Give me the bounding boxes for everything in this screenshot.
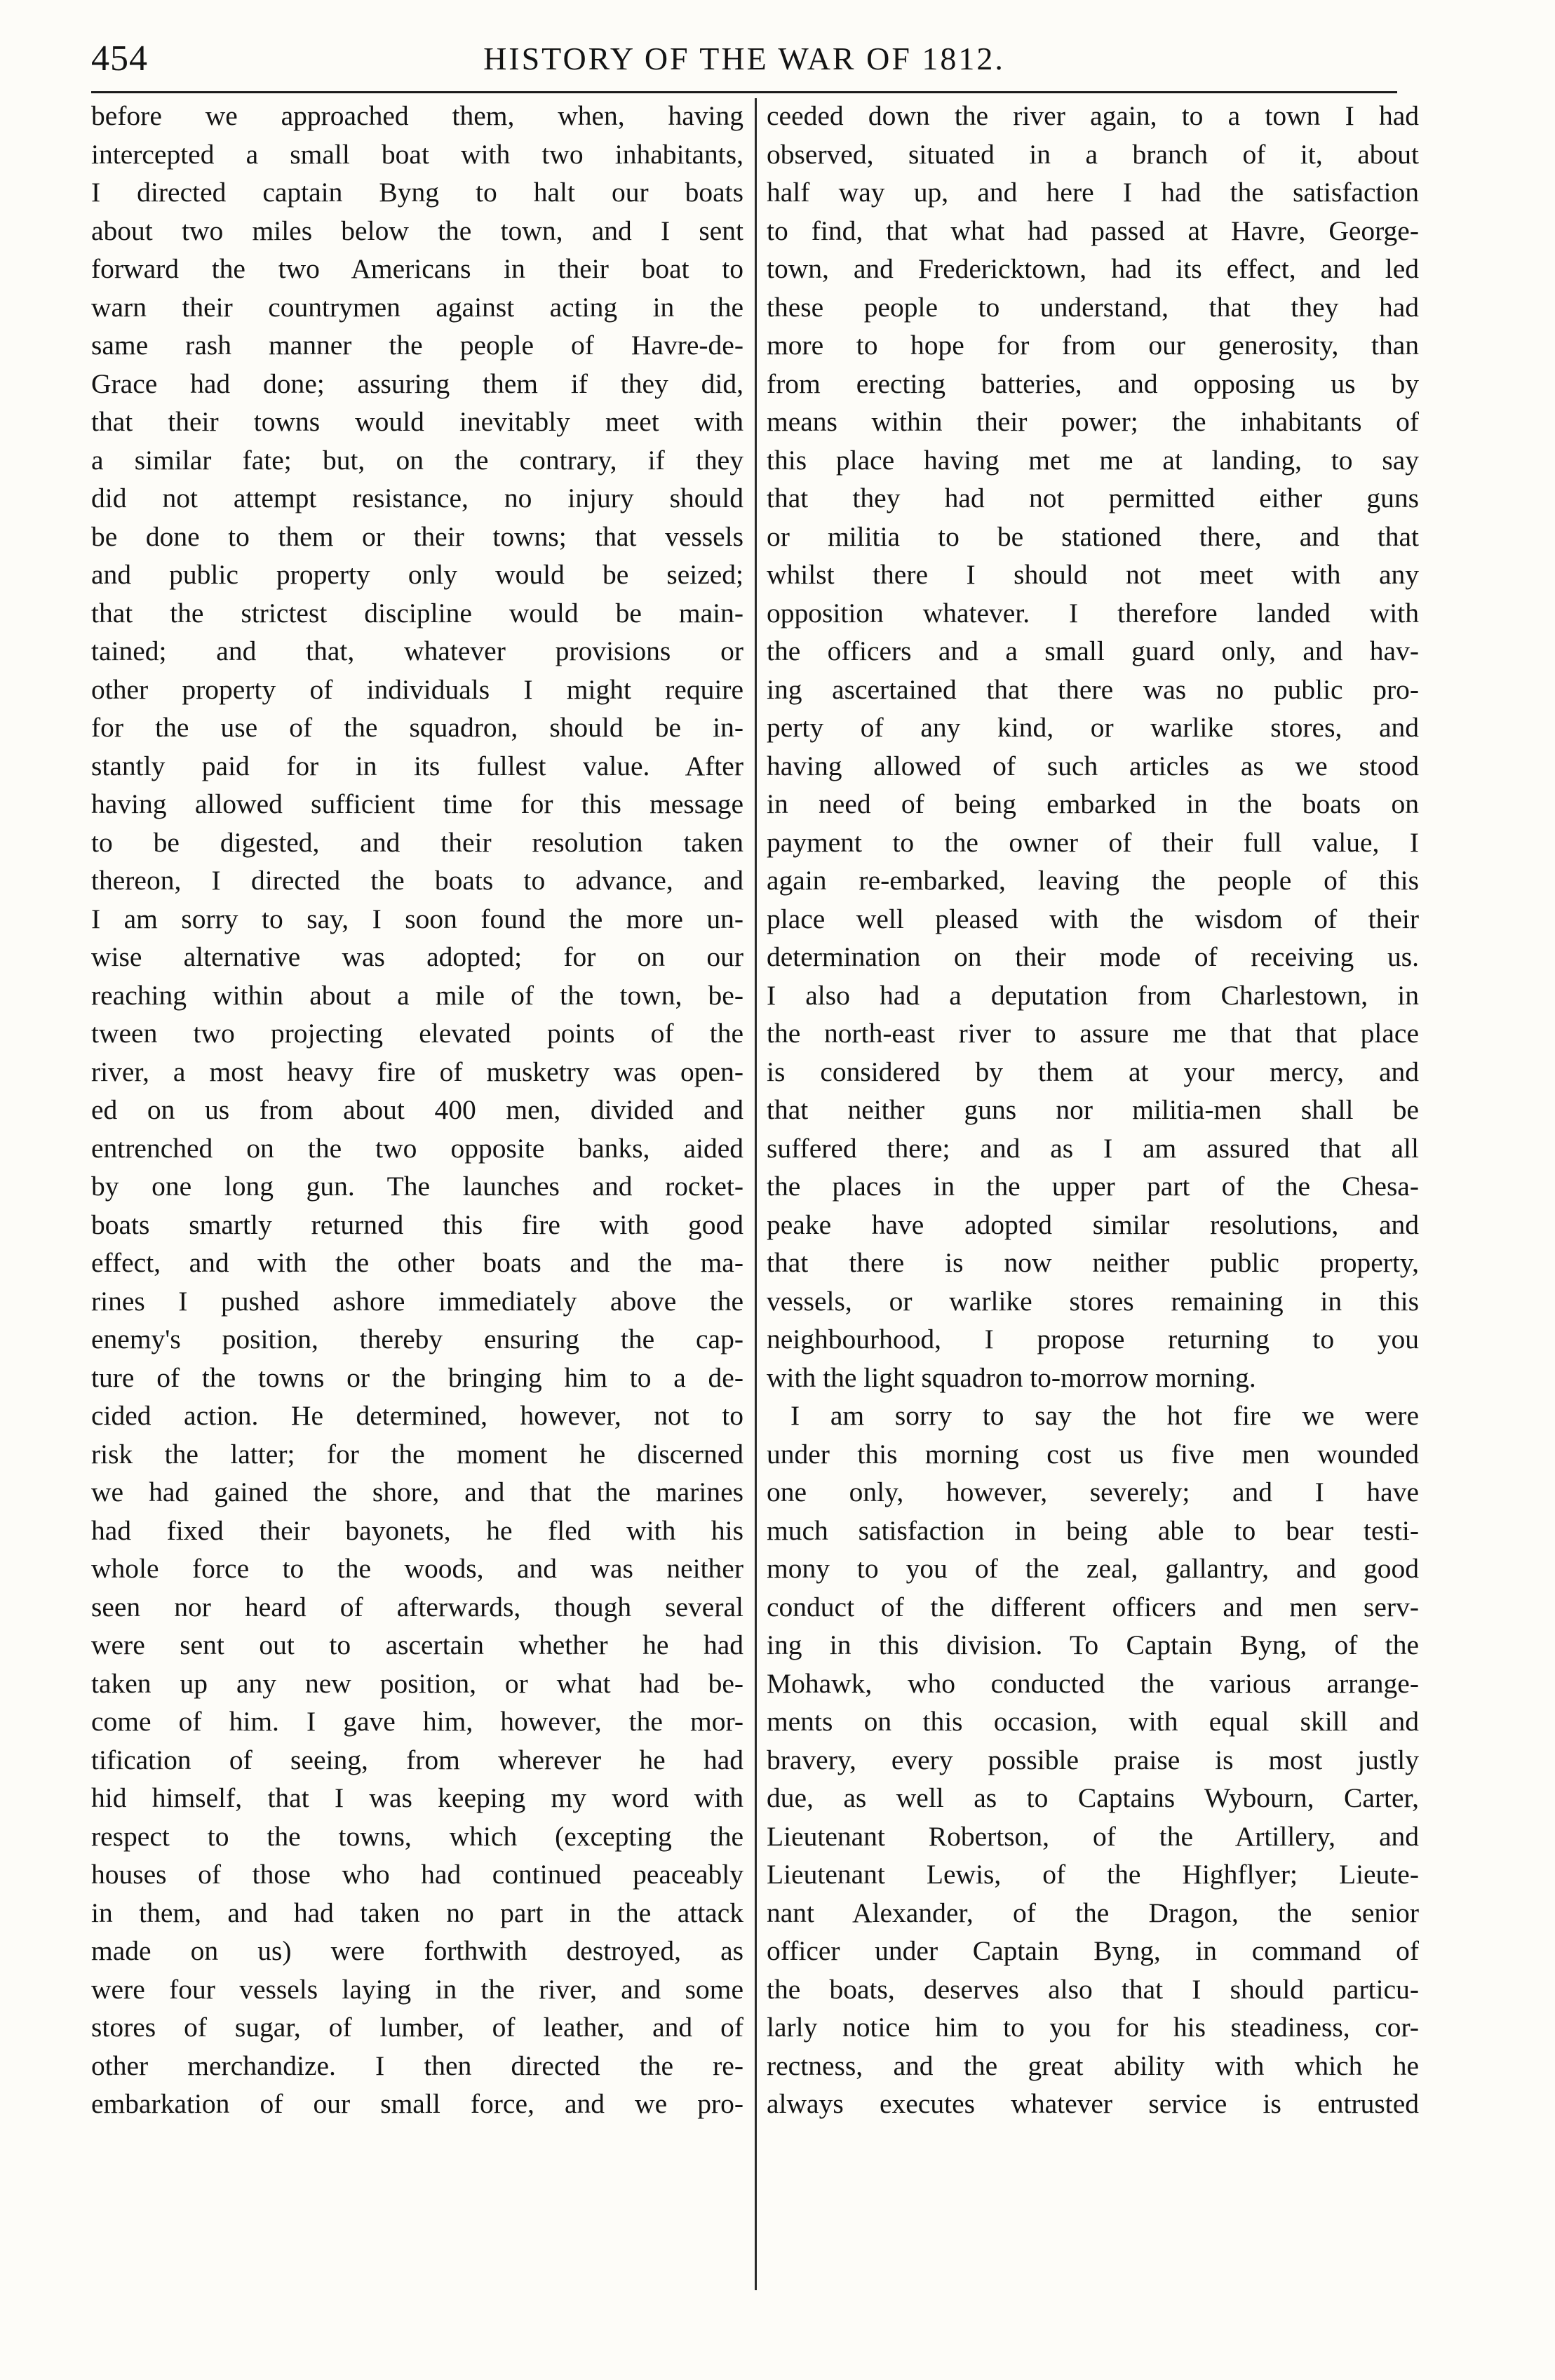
- text-line: in need of being embarked in the boats on: [767, 788, 1419, 819]
- text-line: we had gained the shore, and that the marines: [91, 1477, 743, 1507]
- text-line: were four vessels laying in the river, and some: [91, 1973, 743, 2005]
- text-line: same rash manner the people of Havre-de-: [91, 330, 743, 361]
- text-line: larly notice him to you for his steadiness, cor-: [767, 2012, 1419, 2043]
- text-line: always executes whatever service is entrusted: [767, 2088, 1419, 2119]
- text-line: tween two projecting elevated points of the: [91, 1018, 743, 1049]
- text-line: neighbourhood, I propose returning to you: [767, 1324, 1419, 1354]
- text-line: place well pleased with the wisdom of their: [767, 903, 1419, 934]
- page-header: [91, 31, 1397, 87]
- header-rule: [91, 91, 1397, 93]
- text-line: to find, that what had passed at Havre, George-: [767, 215, 1419, 246]
- text-line: were sent out to ascertain whether he had: [91, 1629, 743, 1660]
- text-line: is considered by them at your mercy, and: [767, 1056, 1419, 1087]
- text-line: enemy's position, thereby ensuring the cap-: [91, 1324, 743, 1354]
- text-line: to be digested, and their resolution taken: [91, 826, 743, 858]
- text-line: payment to the owner of their full value, I: [767, 826, 1419, 858]
- text-line: Lieutenant Robertson, of the Artillery, and: [767, 1820, 1419, 1852]
- text-line: I am sorry to say, I soon found the more un-: [91, 903, 743, 934]
- text-line: from erecting batteries, and opposing us by: [767, 368, 1419, 399]
- text-line: forward the two Americans in their boat to: [91, 253, 743, 284]
- text-line: effect, and with the other boats and the ma-: [91, 1247, 743, 1278]
- text-line: cided action. He determined, however, not to: [91, 1400, 743, 1431]
- right-column: [767, 97, 1419, 2123]
- text-line: town, and Fredericktown, had its effect, and led: [767, 253, 1419, 284]
- text-line: mony to you of the zeal, gallantry, and good: [767, 1553, 1419, 1584]
- text-line: in them, and had taken no part in the attack: [91, 1897, 743, 1928]
- text-line: opposition whatever. I therefore landed with: [767, 597, 1419, 628]
- text-line: much satisfaction in being able to bear testi-: [767, 1514, 1419, 1546]
- text-line: rines I pushed ashore immediately above the: [91, 1285, 743, 1317]
- text-line: the boats, deserves also that I should particu-: [767, 1973, 1419, 2005]
- text-line: ed on us from about 400 men, divided and: [91, 1094, 743, 1125]
- text-line: taken up any new position, or what had be-: [91, 1667, 743, 1699]
- text-line: about two miles below the town, and I sent: [91, 215, 743, 246]
- text-line: whilst there I should not meet with any: [767, 559, 1419, 590]
- text-line: suffered there; and as I am assured that all: [767, 1132, 1419, 1164]
- text-line: the north-east river to assure me that that place: [767, 1018, 1419, 1049]
- text-line: having allowed sufficient time for this message: [91, 788, 743, 819]
- text-line: boats smartly returned this fire with good: [91, 1209, 743, 1240]
- running-head: HISTORY OF THE WAR OF 1812.: [483, 41, 1005, 76]
- text-line: ture of the towns or the bringing him to a de-: [91, 1362, 743, 1393]
- text-line: due, as well as to Captains Wybourn, Carter,: [767, 1782, 1419, 1813]
- text-line: bravery, every possible praise is most justly: [767, 1744, 1419, 1775]
- text-line: I am sorry to say the hot fire we were: [790, 1400, 1419, 1431]
- text-line: river, a most heavy fire of musketry was open-: [91, 1056, 743, 1087]
- text-line: ments on this occasion, with equal skill and: [767, 1706, 1419, 1737]
- text-line: or militia to be stationed there, and that: [767, 520, 1419, 552]
- text-line: perty of any kind, or warlike stores, and: [767, 712, 1419, 743]
- text-line: the officers and a small guard only, and hav-: [767, 636, 1419, 666]
- text-line: that the strictest discipline would be main-: [91, 597, 743, 628]
- text-line: I also had a deputation from Charlestown, in: [767, 979, 1419, 1011]
- text-line: other property of individuals I might require: [91, 673, 743, 705]
- text-line: embarkation of our small force, and we pro-: [91, 2088, 743, 2119]
- text-line: I directed captain Byng to halt our boats: [91, 177, 743, 208]
- text-line: Mohawk, who conducted the various arrange-: [767, 1667, 1419, 1699]
- text-line: determination on their mode of receiving us.: [767, 941, 1419, 972]
- text-line: means within their power; the inhabitants of: [767, 406, 1419, 437]
- text-line: wise alternative was adopted; for on our: [91, 941, 743, 972]
- text-line: vessels, or warlike stores remaining in this: [767, 1285, 1419, 1317]
- text-line: entrenched on the two opposite banks, aided: [91, 1132, 743, 1164]
- left-column: [91, 97, 743, 2123]
- text-line: thereon, I directed the boats to advance, and: [91, 865, 743, 896]
- text-line: conduct of the different officers and men serv-: [767, 1591, 1419, 1622]
- text-line: ing in this division. To Captain Byng, of the: [767, 1629, 1419, 1660]
- text-line: by one long gun. The launches and rocket-: [91, 1171, 743, 1202]
- text-line: whole force to the woods, and was neither: [91, 1553, 743, 1584]
- text-line: one only, however, severely; and I have: [767, 1477, 1419, 1507]
- text-line: the places in the upper part of the Chesa-: [767, 1171, 1419, 1202]
- text-line: houses of those who had continued peaceably: [91, 1859, 743, 1890]
- text-line: ceeded down the river again, to a town I had: [767, 100, 1419, 131]
- text-line: risk the latter; for the moment he discerned: [91, 1438, 743, 1470]
- text-line: warn their countrymen against acting in the: [91, 291, 743, 323]
- text-line: come of him. I gave him, however, the mor-: [91, 1706, 743, 1737]
- text-line: other merchandize. I then directed the re-: [91, 2050, 743, 2081]
- text-line: be done to them or their towns; that vessels: [91, 520, 743, 552]
- text-line: nant Alexander, of the Dragon, the senior: [767, 1897, 1419, 1928]
- text-line: hid himself, that I was keeping my word with: [91, 1782, 743, 1813]
- text-line: that neither guns nor militia-men shall be: [767, 1094, 1419, 1125]
- text-line: peake have adopted similar resolutions, and: [767, 1209, 1419, 1240]
- column-divider: [755, 98, 757, 2290]
- text-line: ing ascertained that there was no public pro-: [767, 673, 1419, 705]
- text-line: having allowed of such articles as we stood: [767, 750, 1419, 781]
- text-line: half way up, and here I had the satisfaction: [767, 177, 1419, 208]
- text-line: again re-embarked, leaving the people of this: [767, 865, 1419, 896]
- text-line: stantly paid for in its fullest value. After: [91, 750, 743, 781]
- text-line: did not attempt resistance, no injury should: [91, 483, 743, 513]
- text-line: these people to understand, that they had: [767, 291, 1419, 323]
- text-line: with the light squadron to-morrow morning.: [767, 1362, 1256, 1393]
- text-line: and public property only would be seized;: [91, 559, 743, 590]
- text-line: observed, situated in a branch of it, about: [767, 138, 1419, 170]
- text-line: officer under Captain Byng, in command of: [767, 1935, 1419, 1966]
- text-line: this place having met me at landing, to say: [767, 444, 1419, 476]
- text-line: respect to the towns, which (excepting the: [91, 1820, 743, 1852]
- text-line: had fixed their bayonets, he fled with his: [91, 1514, 743, 1546]
- text-line: stores of sugar, of lumber, of leather, and of: [91, 2012, 743, 2043]
- text-line: rectness, and the great ability with which he: [767, 2050, 1419, 2081]
- text-line: reaching within about a mile of the town, be-: [91, 979, 743, 1011]
- text-line: before we approached them, when, having: [91, 100, 743, 131]
- page-number: 454: [91, 39, 148, 79]
- text-line: Grace had done; assuring them if they did,: [91, 368, 743, 399]
- text-line: more to hope for from our generosity, than: [767, 330, 1419, 361]
- text-line: that they had not permitted either guns: [767, 483, 1419, 513]
- text-line: Lieutenant Lewis, of the Highflyer; Lieute-: [767, 1859, 1419, 1890]
- text-line: made on us) were forthwith destroyed, as: [91, 1935, 743, 1966]
- text-line: seen nor heard of afterwards, though several: [91, 1591, 743, 1622]
- text-line: for the use of the squadron, should be in-: [91, 712, 743, 743]
- text-line: that their towns would inevitably meet with: [91, 406, 743, 437]
- text-line: tained; and that, whatever provisions or: [91, 636, 743, 666]
- text-line: intercepted a small boat with two inhabitants,: [91, 138, 743, 170]
- text-line: under this morning cost us five men wounded: [767, 1438, 1419, 1470]
- text-line: that there is now neither public property,: [767, 1247, 1419, 1278]
- text-line: tification of seeing, from wherever he had: [91, 1744, 743, 1775]
- text-line: a similar fate; but, on the contrary, if they: [91, 444, 743, 476]
